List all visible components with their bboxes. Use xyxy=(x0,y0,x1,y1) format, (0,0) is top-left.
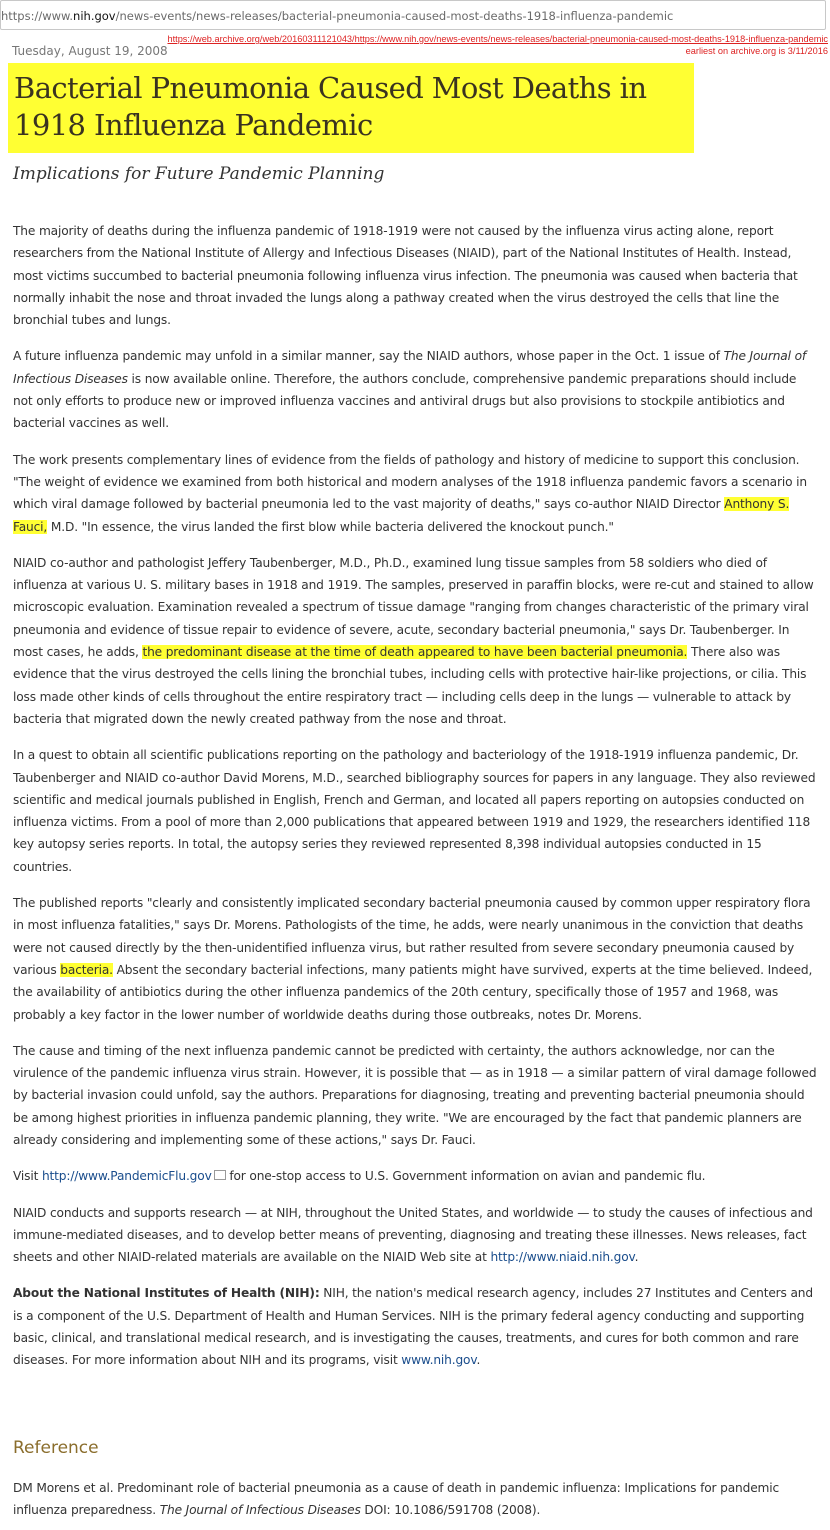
url-path: /news-events/news-releases/bacterial-pneumonia-caused-most-deaths-1918-influenza-pandemic xyxy=(115,9,674,23)
paragraph-9-text-a: NIAID conducts and supports research — at NIH, throughout the United States, and worldwide — to study the causes of infectious and immune-mediated diseases, and to develop better means of preventing, diagnosing and treating these illnesses. News releases, fact sheets and other NIAID-related materials are available on the NIAID Web site at xyxy=(13,1205,813,1265)
paragraph-9-text-b: . xyxy=(634,1250,639,1265)
page-subtitle: Implications for Future Pandemic Planning xyxy=(13,164,385,184)
journal-name: The Journal of Infectious Diseases xyxy=(13,349,807,386)
url-text[interactable] xyxy=(1,9,673,23)
paragraph-7: The cause and timing of the next influenza pandemic cannot be predicted with certainty, the authors acknowledge, nor can the virulence of the pandemic influenza virus strain. However, it is possible that — as in 1918 — a similar pattern of viral damage followed by bacterial invasion could unfold, say the authors. Preparations for diagnosing, treating and preventing bacterial pneumonia should be among highest priorities in influenza pandemic planning, they write. "We are encouraged by the fact that pandemic planners are already considering and implementing some of these actions," says Dr. Fauci. xyxy=(13,1043,817,1147)
paragraph-2-text-a: A future influenza pandemic may unfold in a similar manner, say the NIAID authors, whose paper in the Oct. 1 issue of xyxy=(13,349,724,364)
reference-journal: The Journal of Infectious Diseases xyxy=(159,1503,361,1518)
archive-earliest-note: earliest on archive.org is 3/11/2016 xyxy=(685,46,828,56)
paragraph-6-text-a: The published reports "clearly and consistently implicated secondary bacterial pneumonia caused by common upper respiratory flora in most influenza fatalities," says Dr. Morens. Pathologists of the time, he adds, were nearly unanimous in the conviction that deaths were not caused directly by the then-unidentified influenza virus, but rather resulted from severe secondary pneumonia caused by various xyxy=(13,896,811,977)
paragraph-2 xyxy=(13,345,818,434)
reference-text-a: DM Morens et al. Predominant role of bacterial pneumonia as a cause of death in pandemic influenza: Implications for pandemic influenza preparedness. xyxy=(13,1481,780,1518)
page-title: Bacterial Pneumonia Caused Most Deaths in 1918 Influenza Pandemic xyxy=(14,71,647,142)
paragraph-4 xyxy=(13,552,818,730)
paragraph-1: The majority of deaths during the influenza pandemic of 1918-1919 were not caused by the influenza virus acting alone, report researchers from the National Institute of Allergy and Infectious Diseases (NIAID), part of the National Institutes of Health. Instead, most victims succumbed to bacterial pneumonia following influenza virus infection. The pneumonia was caused when bacteria that normally inhabit the nose and throat invaded the lungs along a pathway created when the virus destroyed the cells that line the bronchial tubes and lungs. xyxy=(13,224,798,328)
fauci-highlight: Anthony S. Fauci, xyxy=(13,497,790,534)
paragraph-2-text-b: is now available online. Therefore, the authors conclude, comprehensive pandemic preparations should include not only efforts to produce new or improved influenza vaccines and antiviral drugs but also provisions to stockpile antibiotics and bacterial vaccines as well. xyxy=(13,371,797,431)
reference-heading: Reference xyxy=(13,1438,99,1458)
paragraph-4-text-a: NIAID co-author and pathologist Jeffery Taubenberger, M.D., Ph.D., examined lung tissue samples from 58 soldiers who died of influenza at various U. S. military bases in 1918 and 1919. The samples, preserved in paraffin blocks, were re-cut and stained to allow microscopic evaluation. Examination revealed a spectrum of tissue damage "ranging from changes characteristic of the primary viral pneumonia and evidence of tissue repair to evidence of severe, acute, secondary bacterial pneumonia," says Dr. Taubenberger. In most cases, he adds, xyxy=(13,555,814,660)
paragraph-10-text-b: . xyxy=(476,1353,481,1368)
paragraph-8-text-b: for one-stop access to U.S. Government information on avian and pandemic flu. xyxy=(225,1169,706,1184)
paragraph-3-text-b: M.D. "In essence, the virus landed the first blow while bacteria delivered the knockout punch." xyxy=(47,519,614,534)
url-host: nih.gov xyxy=(73,9,116,23)
paragraph-5: In a quest to obtain all scientific publications reporting on the pathology and bacteriology of the 1918-1919 influenza pandemic, Dr. Taubenberger and NIAID co-author David Morens, M.D., searched bibliography sources for papers in any language. They also reviewed scientific and medical journals published in English, French and German, and located all papers reporting on autopsies conducted on influenza victims. From a pool of more than 2,000 publications that appeared between 1919 and 1929, the researchers identified 118 key autopsy series reports. In total, the autopsy series they reviewed represented 8,398 individual autopsies conducted in 15 countries. xyxy=(13,748,816,874)
url-prefix: https://www. xyxy=(1,9,74,23)
paragraph-8 xyxy=(13,1165,818,1187)
paragraph-6-text-b: Absent the secondary bacterial infections, many patients might have survived, experts at the time believed. Indeed, the availability of antibiotics during the other influenza pandemics of the 20th century, specifically those of 1957 and 1968, was probably a key factor in the lower number of worldwide deaths during those outbreaks, notes Dr. Morens. xyxy=(13,962,813,1022)
archive-annotation xyxy=(167,33,828,57)
bacteria-highlight: bacteria. xyxy=(60,962,113,977)
paragraph-3 xyxy=(13,449,818,538)
paragraph-10 xyxy=(13,1282,818,1371)
nih-link[interactable]: www.nih.gov xyxy=(401,1353,477,1368)
reference-text-b: DOI: 10.1086/591708 (2008). xyxy=(360,1503,541,1518)
about-nih-label: About the National Institutes of Health (NIH): xyxy=(13,1286,320,1301)
paragraph-3-text-a: The work presents complementary lines of evidence from the fields of pathology and history of medicine to support this conclusion. "The weight of evidence we examined from both historical and modern analyses of the 1918 influenza pandemic favors a scenario in which viral damage followed by bacterial pneumonia led to the vast majority of deaths," says co-author NIAID Director xyxy=(13,452,807,512)
paragraph-10-text-a: NIH, the nation's medical research agency, includes 27 Institutes and Centers and is a component of the U.S. Department of Health and Human Services. NIH is the primary federal agency conducting and supporting basic, clinical, and translational medical research, and is investigating the causes, treatments, and cures for both common and rare diseases. For more information about NIH and its programs, visit xyxy=(13,1286,813,1368)
reference-text xyxy=(13,1477,818,1522)
external-link-icon xyxy=(214,1170,226,1180)
archive-link[interactable]: https://web.archive.org/web/20160311121043/https://www.nih.gov/news-events/news-releases/bacterial-pneumonia-caused-most-deaths-1918-influenza-pandemic xyxy=(167,34,828,44)
release-date: Tuesday, August 19, 2008 xyxy=(12,44,168,58)
pandemicflu-link[interactable]: http://www.PandemicFlu.gov xyxy=(41,1169,212,1184)
paragraph-4-text-b: There also was evidence that the virus destroyed the cells lining the bronchial tubes, including cells with protective hair-like projections, or cilia. This loss made other kinds of cells throughout the entire respiratory tract — including cells deep in the lungs — vulnerable to attack by bacteria that migrated down the newly created pathway from the nose and throat. xyxy=(13,645,807,726)
reference-citation xyxy=(13,1477,818,1522)
article-body xyxy=(13,220,818,1386)
predominant-disease-highlight: the predominant disease at the time of death appeared to have been bacterial pneumonia. xyxy=(142,645,688,660)
paragraph-6 xyxy=(13,892,818,1026)
paragraph-9 xyxy=(13,1202,818,1269)
paragraph-8-text-a: Visit xyxy=(13,1169,42,1184)
niaid-link[interactable]: http://www.niaid.nih.gov xyxy=(490,1250,635,1265)
address-bar[interactable] xyxy=(0,0,826,30)
